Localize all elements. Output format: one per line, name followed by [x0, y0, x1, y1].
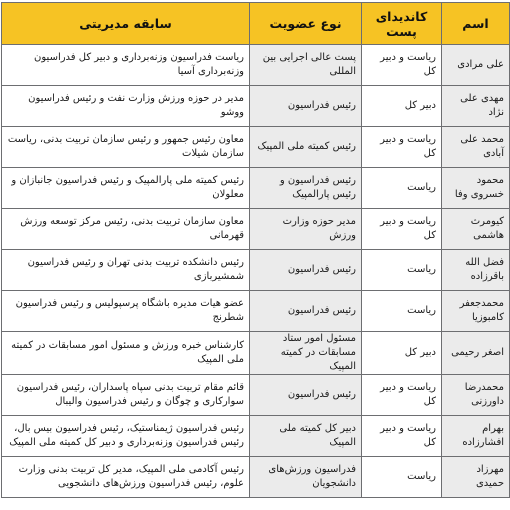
header-candidacy: کاندیدای پست — [362, 3, 442, 45]
cell-history: معاون سازمان تربیت بدنی، رئیس مرکز توسعه ورزش قهرمانی — [2, 209, 250, 250]
cell-candidacy: ریاست و دبیر کل — [362, 209, 442, 250]
cell-history: کارشناس خبره ورزش و مسئول امور مسابقات در کمیته ملی المپیک — [2, 332, 250, 375]
cell-candidacy: ریاست — [362, 168, 442, 209]
cell-membership: رئیس کمیته ملی المپیک — [250, 127, 362, 168]
cell-history: ریاست فدراسیون وزنه‌برداری و دبیر کل فدراسیون وزنه‌برداری آسیا — [2, 45, 250, 86]
cell-history: قائم مقام تربیت بدنی سپاه پاسداران، رئیس فدراسیون سوارکاری و چوگان و رئیس فدراسیون والیبال — [2, 375, 250, 416]
table-row — [2, 168, 510, 209]
table-row — [2, 457, 510, 498]
table-row — [2, 332, 510, 375]
cell-candidacy: ریاست و دبیر کل — [362, 45, 442, 86]
cell-candidacy: ریاست و دبیر کل — [362, 416, 442, 457]
table-row — [2, 250, 510, 291]
cell-membership: پست عالی اجرایی بین المللی — [250, 45, 362, 86]
header-history: سابقه مدیریتی — [2, 3, 250, 45]
cell-candidacy: دبیر کل — [362, 86, 442, 127]
header-row — [2, 3, 510, 45]
cell-history: رئیس فدراسیون ژیمناستیک، رئیس فدراسیون بیس بال، رئیس فدراسیون وزنه‌برداری و دبیر کل کمیته ملی المپیک — [2, 416, 250, 457]
header-membership: نوع عضویت — [250, 3, 362, 45]
table-row — [2, 375, 510, 416]
cell-membership: مسئول امور ستاد مسابقات در کمیته المپیک — [250, 332, 362, 375]
table-row — [2, 127, 510, 168]
cell-candidacy: ریاست — [362, 291, 442, 332]
cell-membership: فدراسیون ورزش‌های دانشجویان — [250, 457, 362, 498]
cell-candidacy: ریاست و دبیر کل — [362, 127, 442, 168]
cell-history: رئیس کمیته ملی پارالمپیک و رئیس فدراسیون جانبازان و معلولان — [2, 168, 250, 209]
table-row — [2, 291, 510, 332]
cell-name: کیومرث هاشمی — [442, 209, 510, 250]
table-row — [2, 86, 510, 127]
cell-name: مهرزاد حمیدی — [442, 457, 510, 498]
cell-candidacy: ریاست — [362, 250, 442, 291]
cell-membership: دبیر کل کمیته ملی المپیک — [250, 416, 362, 457]
cell-name: محمدجعفر کامبوزیا — [442, 291, 510, 332]
cell-name: محمد علی آبادی — [442, 127, 510, 168]
candidates-table — [1, 2, 510, 498]
cell-name: محمدرضا داورزنی — [442, 375, 510, 416]
table-row — [2, 416, 510, 457]
cell-membership: رئیس فدراسیون و رئیس پارالمپیک — [250, 168, 362, 209]
cell-membership: رئیس فدراسیون — [250, 86, 362, 127]
cell-membership: رئیس فدراسیون — [250, 250, 362, 291]
cell-candidacy: ریاست و دبیر کل — [362, 375, 442, 416]
cell-history: عضو هیات مدیره باشگاه پرسپولیس و رئیس فدراسیون شطرنج — [2, 291, 250, 332]
cell-history: رئیس آکادمی ملی المپیک، مدیر کل تربیت بدنی وزارت علوم، رئیس فدراسیون ورزش‌های دانشجویی — [2, 457, 250, 498]
cell-name: مهدی علی نژاد — [442, 86, 510, 127]
table-row — [2, 209, 510, 250]
cell-history: رئیس دانشکده تربیت بدنی تهران و رئیس فدراسیون شمشیربازی — [2, 250, 250, 291]
cell-membership: رئیس فدراسیون — [250, 375, 362, 416]
table-row — [2, 45, 510, 86]
cell-membership: مدیر حوزه وزارت ورزش — [250, 209, 362, 250]
cell-name: اصغر رحیمی — [442, 332, 510, 375]
cell-name: محمود خسروی وفا — [442, 168, 510, 209]
cell-history: معاون رئیس جمهور و رئیس سازمان تربیت بدنی، ریاست سازمان شیلات — [2, 127, 250, 168]
cell-name: علی مرادی — [442, 45, 510, 86]
cell-name: فضل الله باقرزاده — [442, 250, 510, 291]
table-body — [2, 45, 510, 498]
cell-membership: رئیس فدراسیون — [250, 291, 362, 332]
table-header — [2, 3, 510, 45]
header-name: اسم — [442, 3, 510, 45]
cell-candidacy: دبیر کل — [362, 332, 442, 375]
cell-candidacy: ریاست — [362, 457, 442, 498]
cell-history: مدیر در حوزه ورزش وزارت نفت و رئیس فدراسیون ووشو — [2, 86, 250, 127]
cell-name: بهرام افشارزاده — [442, 416, 510, 457]
